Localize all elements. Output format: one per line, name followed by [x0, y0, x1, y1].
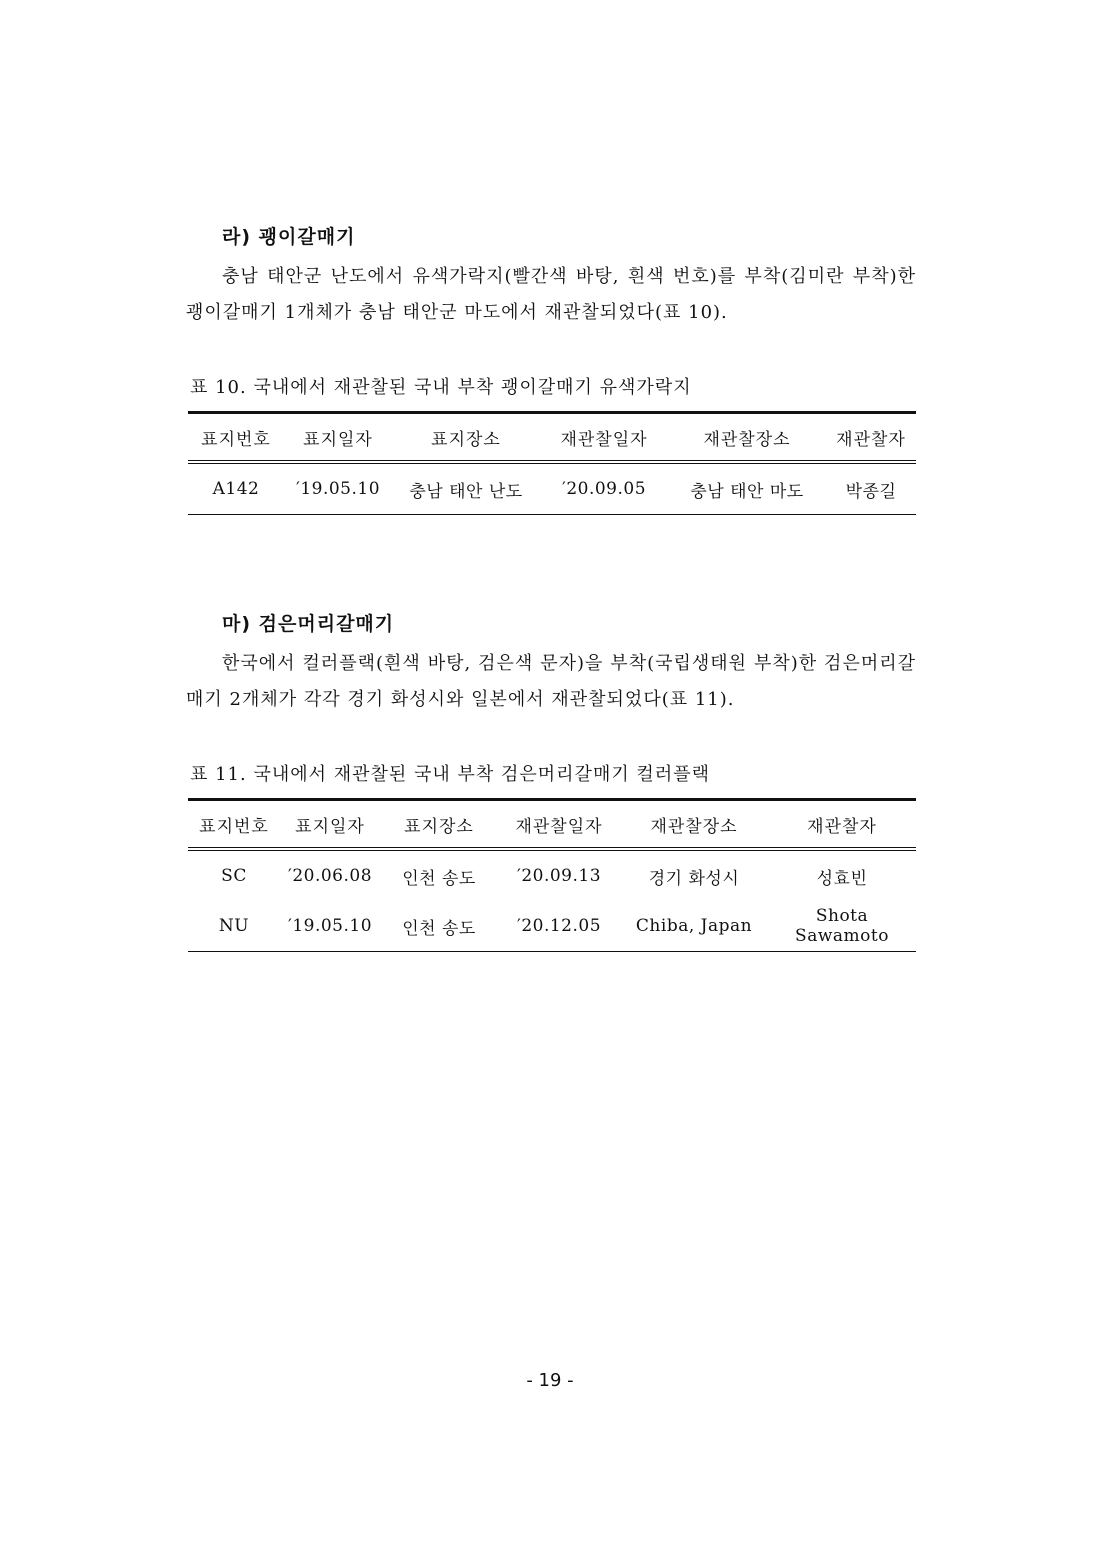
table-cell: 인천 송도	[402, 868, 476, 889]
column-header: 재관찰장소	[668, 413, 826, 463]
column-header: 표지일자	[284, 413, 392, 463]
data-table	[188, 411, 916, 515]
table-cell: ′19.05.10	[284, 462, 392, 515]
section-paragraph: 한국에서 컬러플랙(흰색 바탕, 검은색 문자)을 부착(국립생태원 부착)한 검은머리갈매기 2개체가 각각 경기 화성시와 일본에서 재관찰되었다(표 11).	[186, 653, 916, 710]
column-header: 재관찰자	[768, 800, 916, 850]
table-cell: Chiba, Japan	[620, 901, 768, 952]
table-cell: 인천 송도	[380, 901, 498, 952]
table-caption: 표 10. 국내에서 재관찰된 국내 부착 괭이갈매기 유색가락지	[190, 377, 692, 398]
table-cell: A142	[188, 462, 284, 515]
table-cell: 성효빈	[816, 868, 868, 889]
table-cell: 충남 태안 마도	[668, 462, 826, 515]
table-cell: ′20.06.08	[287, 866, 373, 886]
table-cell: Shota Sawamoto	[768, 901, 916, 952]
column-header: 표지장소	[380, 800, 498, 850]
table-cell: SC	[221, 866, 247, 886]
table-cell: 충남 태안 난도	[392, 462, 540, 515]
table-cell: ′20.09.13	[516, 866, 602, 886]
section-paragraph: 충남 태안군 난도에서 유색가락지(빨간색 바탕, 흰색 번호)를 부착(김미란 부착)한 괭이갈매기 1개체가 충남 태안군 마도에서 재관찰되었다(표 10).	[186, 266, 916, 323]
column-header: 표지번호	[188, 413, 284, 463]
column-header: 재관찰일자	[540, 413, 668, 463]
table-row	[188, 462, 916, 515]
table-header-row	[188, 413, 916, 463]
table-row	[188, 849, 916, 901]
column-header: 표지장소	[392, 413, 540, 463]
column-header: 재관찰자	[826, 413, 916, 463]
section-heading: 라) 괭이갈매기	[222, 226, 356, 248]
table-row	[188, 901, 916, 952]
column-header: 표지번호	[188, 800, 280, 850]
column-header: 재관찰장소	[620, 800, 768, 850]
column-header: 표지일자	[280, 800, 380, 850]
column-header: 재관찰일자	[498, 800, 620, 850]
section-heading: 마) 검은머리갈매기	[222, 613, 395, 635]
section-ma	[186, 609, 916, 718]
data-table	[188, 798, 916, 952]
table-cell: NU	[188, 901, 280, 952]
section-ra	[186, 222, 916, 331]
table-cell: ′19.05.10	[280, 901, 380, 952]
table-caption: 표 11. 국내에서 재관찰된 국내 부착 검은머리갈매기 컬러플랙	[190, 764, 710, 785]
page-number: - 19 -	[526, 1370, 574, 1391]
table-cell: 경기 화성시	[648, 868, 740, 889]
table-cell: 박종길	[826, 462, 916, 515]
table-header-row	[188, 800, 916, 850]
table-cell: ′20.09.05	[540, 462, 668, 515]
table-cell: ′20.12.05	[498, 901, 620, 952]
